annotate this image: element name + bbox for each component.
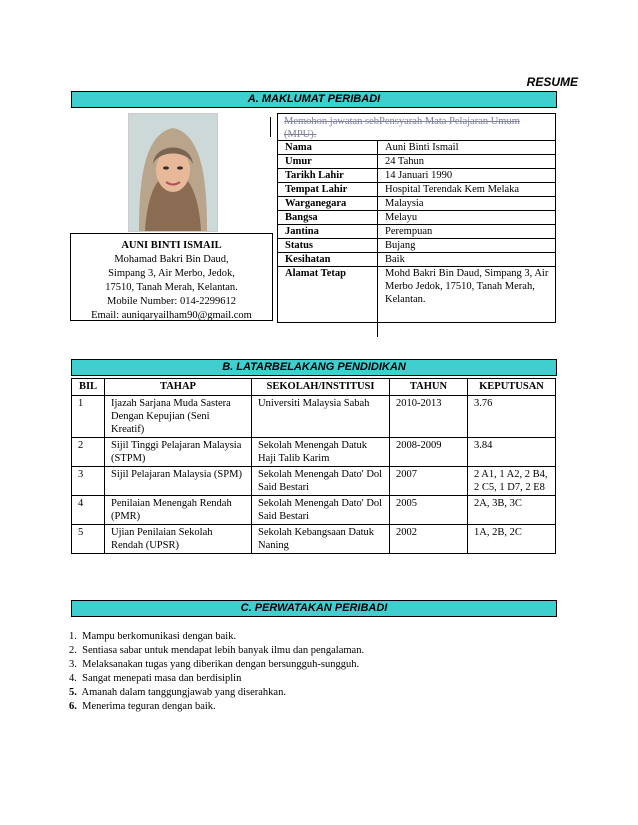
cell-bil: 3 — [72, 467, 105, 496]
list-number: 4. — [69, 673, 77, 684]
cell-institusi: Sekolah Menengah Datuk Haji Talib Karim — [252, 438, 390, 467]
list-item — [69, 658, 364, 672]
cell-keputusan: 1A, 2B, 2C — [468, 525, 556, 554]
info-label: Kesihatan — [278, 253, 378, 267]
cell-institusi: Universiti Malaysia Sabah — [252, 396, 390, 438]
info-value: 24 Tahun — [378, 155, 557, 169]
info-row — [278, 239, 556, 253]
cell-bil: 4 — [72, 496, 105, 525]
education-table — [71, 378, 556, 554]
personal-info-table — [278, 140, 556, 337]
personal-info-box — [277, 113, 556, 323]
info-label: Tarikh Lahir — [278, 169, 378, 183]
info-label: Jantina — [278, 225, 378, 239]
cell-institusi: Sekolah Menengah Dato' Dol Said Bestari — [252, 467, 390, 496]
column-header: KEPUTUSAN — [468, 379, 556, 396]
table-row — [72, 467, 556, 496]
list-number: 6. — [69, 701, 77, 712]
contact-box — [70, 233, 273, 321]
column-header: SEKOLAH/INSTITUSI — [252, 379, 390, 396]
info-row — [278, 183, 556, 197]
cell-tahun: 2008-2009 — [390, 438, 468, 467]
contact-line: 17510, Tanah Merah, Kelantan. — [105, 282, 238, 293]
info-row — [278, 141, 556, 155]
info-label: Status — [278, 239, 378, 253]
contact-line: Simpang 3, Air Merbo, Jedok, — [108, 268, 235, 279]
info-value: 14 Januari 1990 — [378, 169, 557, 183]
list-number: 1. — [69, 631, 77, 642]
info-row — [278, 169, 556, 183]
table-row — [72, 396, 556, 438]
info-value: Melayu — [378, 211, 557, 225]
info-row — [278, 197, 556, 211]
list-item — [69, 686, 364, 700]
info-value: Perempuan — [378, 225, 557, 239]
cell-keputusan: 2A, 3B, 3C — [468, 496, 556, 525]
list-item — [69, 644, 364, 658]
section-heading-traits: C. PERWATAKAN PERIBADI — [71, 600, 557, 617]
cell-keputusan: 3.84 — [468, 438, 556, 467]
list-text: Sangat menepati masa dan berdisiplin — [82, 673, 242, 684]
cell-tahun: 2007 — [390, 467, 468, 496]
list-item — [69, 700, 364, 714]
cell-tahap: Sijil Pelajaran Malaysia (SPM) — [105, 467, 252, 496]
list-number: 3. — [69, 659, 77, 670]
table-header-row — [72, 379, 556, 396]
cell-tahun: 2002 — [390, 525, 468, 554]
list-item — [69, 630, 364, 644]
cell-bil: 2 — [72, 438, 105, 467]
info-label: Tempat Lahir — [278, 183, 378, 197]
list-text: Menerima teguran dengan baik. — [82, 701, 216, 712]
info-label: Nama — [278, 141, 378, 155]
cell-tahap: Ujian Penilaian Sekolah Rendah (UPSR) — [105, 525, 252, 554]
info-row — [278, 267, 556, 338]
list-text: Amanah dalam tanggungjawab yang diserahkan. — [81, 687, 286, 698]
divider — [270, 117, 271, 137]
section-heading-personal: A. MAKLUMAT PERIBADI — [71, 91, 557, 108]
list-text: Mampu berkomunikasi dengan baik. — [82, 631, 237, 642]
cell-tahap: Ijazah Sarjana Muda Sastera Dengan Kepujian (Seni Kreatif) — [105, 396, 252, 438]
resume-title: RESUME — [526, 75, 578, 89]
contact-name: AUNI BINTI ISMAIL — [121, 240, 222, 251]
contact-line: Mohamad Bakri Bin Daud, — [114, 254, 229, 265]
column-header: BIL — [72, 379, 105, 396]
info-value: Mohd Bakri Bin Daud, Simpang 3, Air Merbo Jedok, 17510, Tanah Merah, Kelantan. — [378, 267, 557, 338]
cell-bil: 1 — [72, 396, 105, 438]
contact-email: Email: auniqaryailham90@gmail.com — [91, 310, 252, 321]
info-value: Auni Binti Ismail — [378, 141, 557, 155]
info-row — [278, 155, 556, 169]
info-label: Umur — [278, 155, 378, 169]
cell-tahap: Sijil Tinggi Pelajaran Malaysia (STPM) — [105, 438, 252, 467]
info-label: Bangsa — [278, 211, 378, 225]
cell-institusi: Sekolah Kebangsaan Datuk Naning — [252, 525, 390, 554]
info-row — [278, 225, 556, 239]
info-value: Hospital Terendak Kem Melaka — [378, 183, 557, 197]
info-value: Baik — [378, 253, 557, 267]
column-header: TAHAP — [105, 379, 252, 396]
traits-list — [69, 630, 364, 714]
cell-tahap: Penilaian Menengah Rendah (PMR) — [105, 496, 252, 525]
info-value: Malaysia — [378, 197, 557, 211]
cell-keputusan: 2 A1, 1 A2, 2 B4, 2 C5, 1 D7, 2 E8 — [468, 467, 556, 496]
info-value: Bujang — [378, 239, 557, 253]
list-text: Sentiasa sabar untuk mendapat lebih banyak ilmu dan pengalaman. — [82, 645, 365, 656]
list-number: 5. — [69, 687, 77, 698]
info-label: Warganegara — [278, 197, 378, 211]
list-text: Melaksanakan tugas yang diberikan dengan bersungguh-sungguh. — [82, 659, 360, 670]
column-header: TAHUN — [390, 379, 468, 396]
cell-bil: 5 — [72, 525, 105, 554]
contact-phone: Mobile Number: 014-2299612 — [107, 296, 236, 307]
cell-institusi: Sekolah Menengah Dato' Dol Said Bestari — [252, 496, 390, 525]
cell-keputusan: 3.76 — [468, 396, 556, 438]
cell-tahun: 2005 — [390, 496, 468, 525]
info-row — [278, 253, 556, 267]
info-row — [278, 211, 556, 225]
section-heading-education: B. LATARBELAKANG PENDIDIKAN — [71, 359, 557, 376]
list-number: 2. — [69, 645, 77, 656]
list-item — [69, 672, 364, 686]
table-row — [72, 525, 556, 554]
application-note: Memohon jawatan sebPensyarah Mata Pelajaran Umum (MPU). — [284, 116, 520, 140]
profile-photo — [128, 113, 218, 232]
cell-tahun: 2010-2013 — [390, 396, 468, 438]
info-label: Alamat Tetap — [278, 267, 378, 338]
table-row — [72, 438, 556, 467]
table-row — [72, 496, 556, 525]
